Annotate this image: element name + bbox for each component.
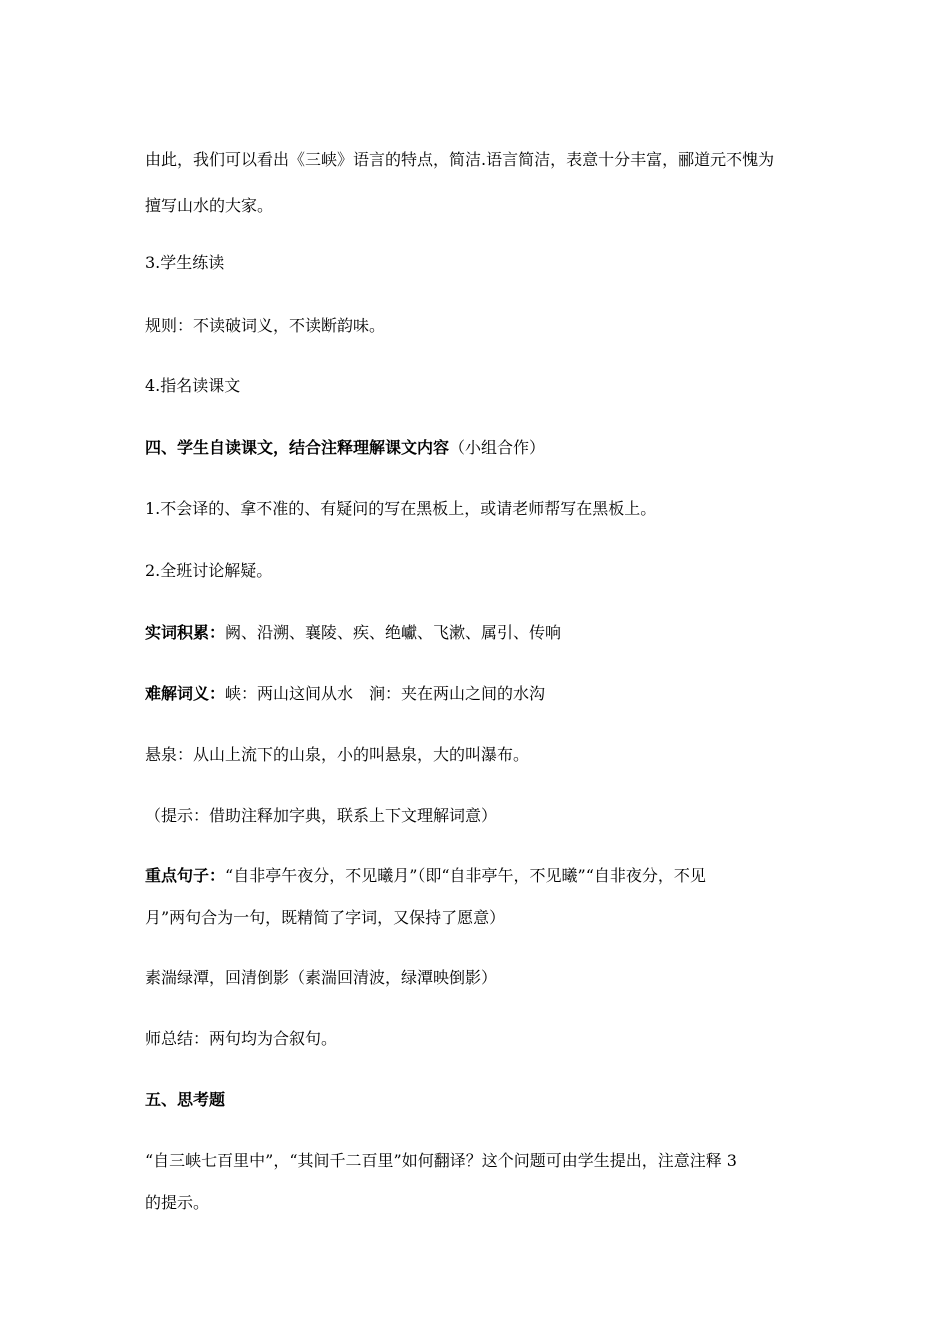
paragraph-waterfall: 悬泉：从山上流下的山泉，小的叫悬泉，大的叫瀑布。: [145, 745, 530, 764]
paragraph-key-sentences-line1: [145, 866, 808, 886]
item-assigned-reading: 4.指名读课文: [145, 376, 241, 395]
vocabulary-label: 实词积累：: [145, 623, 226, 642]
difficult-words-label: 难解词义：: [145, 684, 226, 703]
paragraph-vocabulary: [145, 623, 808, 643]
difficult-words-text: 峡：两山这间从水 涧：夹在两山之间的水沟: [225, 684, 546, 703]
item-write-on-board: 1.不会译的、拿不准的、有疑问的写在黑板上，或请老师帮写在黑板上。: [145, 499, 657, 518]
key-sentences-label: 重点句子：: [145, 866, 226, 885]
section-heading-four-bold: 四、学生自读课文，结合注释理解课文内容: [145, 438, 450, 457]
paragraph-key-sentences-line2: 月”两句合为一句，既精简了字词，又保持了愿意）: [145, 908, 506, 927]
paragraph-teacher-summary: 师总结：两句均为合叙句。: [145, 1029, 338, 1048]
paragraph-hint: （提示：借助注释加字典，联系上下文理解词意）: [145, 806, 498, 825]
item-practice-reading: 3.学生练读: [145, 253, 225, 272]
paragraph-difficult-words: [145, 684, 808, 704]
paragraph-conclusion-line2: 擅写山水的大家。: [145, 196, 274, 215]
key-sentences-text: “自非亭午夜分，不见曦月”（即“自非亭午，不见曦”“自非夜分，不见: [225, 866, 706, 885]
paragraph-question-line1: “自三峡七百里中”，“其间千二百里”如何翻译？这个问题可由学生提出，注意注释 3: [145, 1151, 737, 1170]
section-heading-five: 五、思考题: [145, 1090, 226, 1109]
paragraph-conclusion-line1: 由此，我们可以看出《三峡》语言的特点，简洁.语言简洁，表意十分丰富，郦道元不愧为: [145, 150, 775, 169]
vocabulary-text: 阙、沿溯、襄陵、疾、绝巘、飞漱、属引、传响: [225, 623, 562, 642]
section-heading-four: [145, 438, 808, 458]
paragraph-sentence-example: 素湍绿潭，回清倒影（素湍回清波，绿潭映倒影）: [145, 968, 498, 987]
item-class-discussion: 2.全班讨论解疑。: [145, 561, 273, 580]
section-heading-four-note: （小组合作）: [449, 438, 546, 457]
paragraph-question-line2: 的提示。: [145, 1193, 210, 1212]
paragraph-rules: 规则：不读破词义，不读断韵味。: [145, 316, 386, 335]
